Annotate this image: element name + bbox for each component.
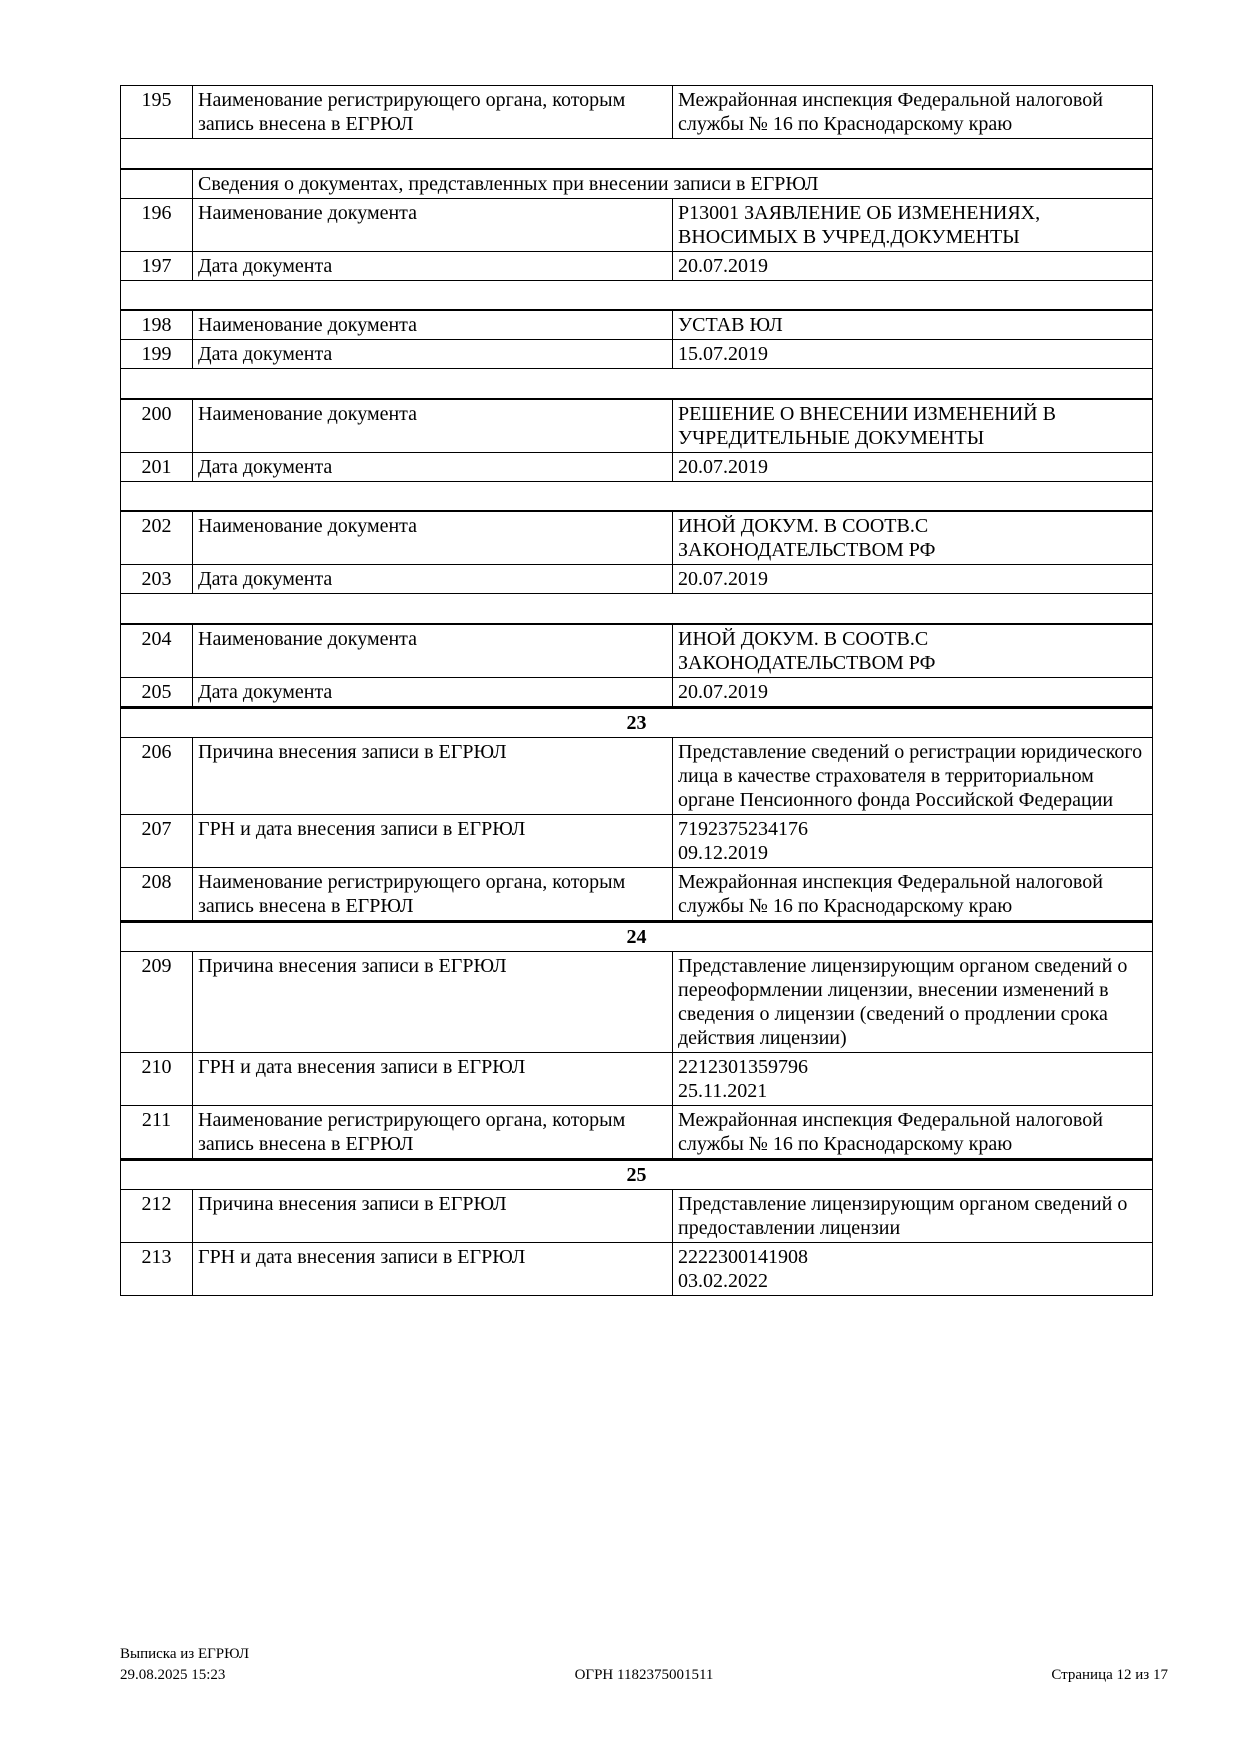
- value-line: 7192375234176: [678, 817, 808, 840]
- section-number-cell: 24: [121, 921, 1153, 951]
- row-value-cell: [673, 951, 1153, 1052]
- value-line: ИНОЙ ДОКУМ. В СООТВ.С ЗАКОНОДАТЕЛЬСТВОМ РФ: [678, 515, 936, 561]
- row-value-cell: [673, 677, 1153, 707]
- table-row: [121, 624, 1153, 678]
- group-header-cell: Сведения о документах, представленных при внесении записи в ЕГРЮЛ: [193, 169, 1153, 199]
- row-value-cell: [673, 198, 1153, 251]
- section-number-cell: 25: [121, 1159, 1153, 1189]
- row-label-cell: Причина внесения записи в ЕГРЮЛ: [193, 951, 673, 1052]
- spacer-row: [121, 594, 1153, 624]
- row-value-cell: [673, 86, 1153, 139]
- egrul-table: [120, 85, 1153, 1296]
- row-label-cell: Наименование регистрирующего органа, которым запись внесена в ЕГРЮЛ: [193, 86, 673, 139]
- row-value-cell: [673, 399, 1153, 453]
- section-number-row: [121, 707, 1153, 737]
- table-row: [121, 867, 1153, 921]
- row-label-cell: Дата документа: [193, 251, 673, 280]
- row-number-cell: 205: [121, 677, 193, 707]
- table-row: [121, 251, 1153, 280]
- row-number-cell: 201: [121, 452, 193, 481]
- row-value-cell: [673, 624, 1153, 678]
- row-number-cell: 208: [121, 867, 193, 921]
- footer-ogrn: ОГРН 1182375001511: [574, 1667, 714, 1683]
- row-value-cell: [673, 340, 1153, 369]
- table-row: [121, 399, 1153, 453]
- table-row: [121, 737, 1153, 814]
- row-number-cell: 197: [121, 251, 193, 280]
- value-line: Представление лицензирующим органом сведений о переоформлении лицензии, внесении изменений в сведения о лицензии (сведений о продлении срока действия лицензии): [678, 954, 1128, 1049]
- value-line: 20.07.2019: [678, 455, 768, 478]
- table-row: [121, 511, 1153, 565]
- value-line: 03.02.2022: [678, 1269, 768, 1292]
- row-number-cell: 202: [121, 511, 193, 565]
- row-number-cell: [121, 169, 193, 199]
- row-label-cell: Дата документа: [193, 452, 673, 481]
- spacer-row: [121, 280, 1153, 310]
- value-line: УСТАВ ЮЛ: [678, 314, 783, 336]
- value-line: 15.07.2019: [678, 343, 768, 365]
- table-row: [121, 86, 1153, 139]
- table-row: [121, 1189, 1153, 1242]
- row-value-cell: [673, 867, 1153, 921]
- value-line: 2212301359796: [678, 1055, 808, 1078]
- table-row: [121, 340, 1153, 369]
- row-value-cell: [673, 251, 1153, 280]
- row-number-cell: 211: [121, 1105, 193, 1159]
- spacer-row: [121, 481, 1153, 511]
- row-label-cell: Наименование документа: [193, 511, 673, 565]
- row-number-cell: 210: [121, 1052, 193, 1105]
- table-row: [121, 677, 1153, 707]
- row-value-cell: [673, 737, 1153, 814]
- row-label-cell: Дата документа: [193, 565, 673, 594]
- value-line: Межрайонная инспекция Федеральной налоговой службы № 16 по Краснодарскому краю: [678, 1108, 1103, 1155]
- row-number-cell: 196: [121, 198, 193, 251]
- page-footer: [120, 1644, 1168, 1686]
- value-line: 20.07.2019: [678, 680, 768, 703]
- footer-doc-type: Выписка из ЕГРЮЛ: [120, 1646, 249, 1662]
- row-label-cell: ГРН и дата внесения записи в ЕГРЮЛ: [193, 814, 673, 867]
- row-label-cell: Наименование документа: [193, 198, 673, 251]
- row-number-cell: 206: [121, 737, 193, 814]
- row-value-cell: [673, 565, 1153, 594]
- value-line: Межрайонная инспекция Федеральной налоговой службы № 16 по Краснодарскому краю: [678, 870, 1103, 917]
- table-row: [121, 951, 1153, 1052]
- row-value-cell: [673, 310, 1153, 340]
- table-row: [121, 1105, 1153, 1159]
- row-number-cell: 204: [121, 624, 193, 678]
- row-label-cell: Наименование документа: [193, 624, 673, 678]
- row-value-cell: [673, 1105, 1153, 1159]
- row-number-cell: 195: [121, 86, 193, 139]
- value-line: ИНОЙ ДОКУМ. В СООТВ.С ЗАКОНОДАТЕЛЬСТВОМ РФ: [678, 627, 936, 674]
- row-label-cell: ГРН и дата внесения записи в ЕГРЮЛ: [193, 1242, 673, 1295]
- row-label-cell: Дата документа: [193, 677, 673, 707]
- footer-datetime: 29.08.2025 15:23: [120, 1667, 226, 1683]
- row-value-cell: [673, 511, 1153, 565]
- row-value-cell: [673, 1052, 1153, 1105]
- spacer-cell: [121, 280, 1153, 310]
- spacer-cell: [121, 139, 1153, 169]
- section-number-row: [121, 921, 1153, 951]
- value-line: 20.07.2019: [678, 254, 768, 277]
- row-number-cell: 203: [121, 565, 193, 594]
- row-label-cell: Причина внесения записи в ЕГРЮЛ: [193, 737, 673, 814]
- value-line: Межрайонная инспекция Федеральной налоговой службы № 16 по Краснодарскому краю: [678, 89, 1103, 135]
- row-label-cell: Наименование документа: [193, 399, 673, 453]
- footer-left: [120, 1644, 476, 1686]
- table-row: [121, 198, 1153, 251]
- value-line: 2222300141908: [678, 1245, 808, 1268]
- spacer-cell: [121, 594, 1153, 624]
- value-line: 25.11.2021: [678, 1079, 768, 1102]
- row-label-cell: ГРН и дата внесения записи в ЕГРЮЛ: [193, 1052, 673, 1105]
- spacer-cell: [121, 369, 1153, 399]
- row-value-cell: [673, 814, 1153, 867]
- row-label-cell: Причина внесения записи в ЕГРЮЛ: [193, 1189, 673, 1242]
- row-label-cell: Наименование регистрирующего органа, которым запись внесена в ЕГРЮЛ: [193, 1105, 673, 1159]
- table-row: [121, 452, 1153, 481]
- table-row: [121, 814, 1153, 867]
- spacer-row: [121, 369, 1153, 399]
- value-line: Представление сведений о регистрации юридического лица в качестве страхователя в территориальном органе Пенсионного фонда Российской Федерации: [678, 740, 1143, 811]
- footer-page-number: Страница 12 из 17: [1051, 1667, 1168, 1683]
- table-row: [121, 1242, 1153, 1295]
- section-number-row: [121, 1159, 1153, 1189]
- row-value-cell: [673, 1242, 1153, 1295]
- row-number-cell: 200: [121, 399, 193, 453]
- row-value-cell: [673, 1189, 1153, 1242]
- spacer-row: [121, 139, 1153, 169]
- table-row: [121, 1052, 1153, 1105]
- section-number-cell: 23: [121, 707, 1153, 737]
- row-label-cell: Наименование регистрирующего органа, которым запись внесена в ЕГРЮЛ: [193, 867, 673, 921]
- value-line: 20.07.2019: [678, 568, 768, 590]
- spacer-cell: [121, 481, 1153, 511]
- value-line: Представление лицензирующим органом сведений о предоставлении лицензии: [678, 1192, 1128, 1239]
- value-line: 09.12.2019: [678, 841, 768, 864]
- row-number-cell: 209: [121, 951, 193, 1052]
- table-row: [121, 310, 1153, 340]
- table-row: [121, 565, 1153, 594]
- row-number-cell: 212: [121, 1189, 193, 1242]
- row-number-cell: 213: [121, 1242, 193, 1295]
- row-number-cell: 199: [121, 340, 193, 369]
- row-value-cell: [673, 452, 1153, 481]
- value-line: Р13001 ЗАЯВЛЕНИЕ ОБ ИЗМЕНЕНИЯХ, ВНОСИМЫХ В УЧРЕД.ДОКУМЕНТЫ: [678, 201, 1041, 248]
- row-number-cell: 207: [121, 814, 193, 867]
- row-label-cell: Дата документа: [193, 340, 673, 369]
- egrul-table-body: [121, 86, 1153, 1296]
- row-number-cell: 198: [121, 310, 193, 340]
- group-header-row: [121, 169, 1153, 199]
- row-label-cell: Наименование документа: [193, 310, 673, 340]
- value-line: РЕШЕНИЕ О ВНЕСЕНИИ ИЗМЕНЕНИЙ В УЧРЕДИТЕЛЬНЫЕ ДОКУМЕНТЫ: [678, 402, 1056, 449]
